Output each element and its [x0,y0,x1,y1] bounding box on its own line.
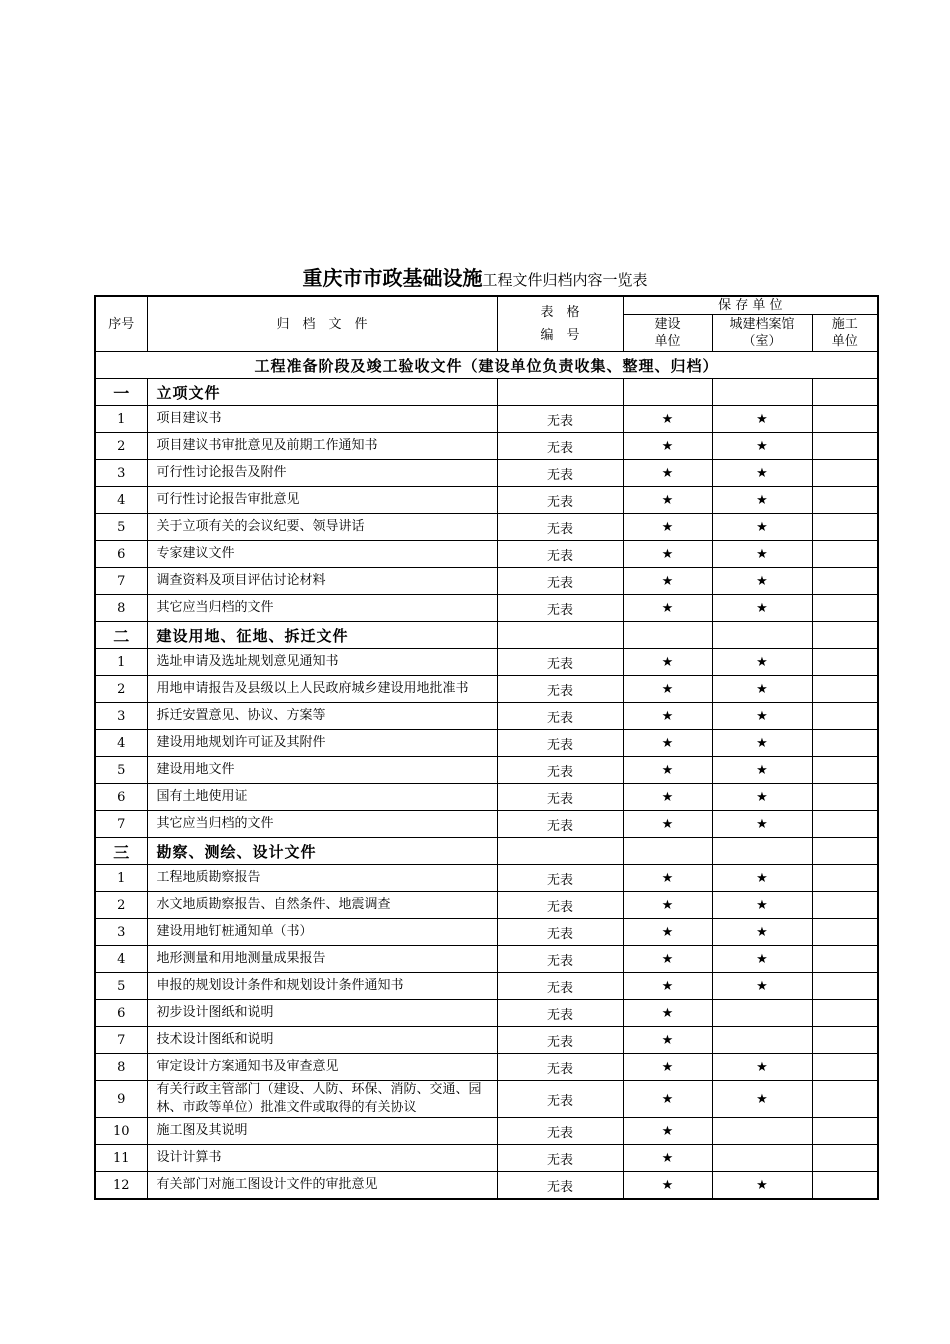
item-form-no: 无表 [497,649,623,676]
star-icon [812,811,878,838]
item-name: 专家建议文件 [147,541,497,568]
table-row [95,595,878,622]
star-icon: ★ [623,1054,712,1081]
item-name: 调查资料及项目评估讨论材料 [147,568,497,595]
category-row [95,838,878,865]
table-row [95,676,878,703]
star-icon: ★ [712,514,812,541]
table-row [95,757,878,784]
item-form-no: 无表 [497,676,623,703]
item-form-no: 无表 [497,433,623,460]
item-name: 可行性讨论报告审批意见 [147,487,497,514]
star-icon: ★ [623,487,712,514]
empty-cell [497,622,623,649]
star-icon: ★ [623,649,712,676]
table-row [95,568,878,595]
item-form-no: 无表 [497,460,623,487]
item-form-no: 无表 [497,406,623,433]
star-icon [812,1145,878,1172]
star-icon: ★ [712,406,812,433]
item-name: 有关行政主管部门（建设、人防、环保、消防、交通、园林、市政等单位）批准文件或取得的有关协议 [147,1081,497,1118]
item-name: 其它应当归档的文件 [147,595,497,622]
star-icon: ★ [623,1145,712,1172]
table-row [95,541,878,568]
star-icon: ★ [623,1118,712,1145]
star-icon: ★ [623,892,712,919]
item-index: 6 [95,784,147,811]
table-row [95,784,878,811]
item-form-no: 无表 [497,1172,623,1200]
item-index: 4 [95,730,147,757]
item-form-no: 无表 [497,784,623,811]
table-row [95,514,878,541]
item-index: 2 [95,433,147,460]
item-name: 建设用地文件 [147,757,497,784]
star-icon [812,1027,878,1054]
header-form-line1: 表 格 [540,305,580,320]
header-row-1 [95,296,878,315]
section-title-row [95,352,878,379]
star-icon [812,865,878,892]
star-icon: ★ [712,919,812,946]
item-index: 12 [95,1172,147,1200]
star-icon: ★ [623,784,712,811]
star-icon: ★ [712,568,812,595]
item-index: 10 [95,1118,147,1145]
table-row [95,649,878,676]
table-row [95,946,878,973]
header-form-line2: 编 号 [540,328,580,343]
header-unit2-line2: （室） [742,334,782,349]
star-icon: ★ [623,919,712,946]
item-form-no: 无表 [497,919,623,946]
item-name: 其它应当归档的文件 [147,811,497,838]
category-name: 勘察、测绘、设计文件 [147,838,497,865]
item-form-no: 无表 [497,1145,623,1172]
star-icon: ★ [623,433,712,460]
item-index: 1 [95,865,147,892]
star-icon [712,1145,812,1172]
item-name: 建设用地规划许可证及其附件 [147,730,497,757]
star-icon: ★ [623,568,712,595]
empty-cell [497,838,623,865]
item-form-no: 无表 [497,487,623,514]
item-index: 6 [95,541,147,568]
empty-cell [812,838,878,865]
star-icon [812,433,878,460]
star-icon: ★ [623,595,712,622]
star-icon [812,784,878,811]
section-title: 工程准备阶段及竣工验收文件（建设单位负责收集、整理、归档） [95,352,878,379]
star-icon: ★ [623,406,712,433]
item-name: 水文地质勘察报告、自然条件、地震调查 [147,892,497,919]
star-icon [812,1081,878,1118]
title-normal-part: 工程文件归档内容一览表 [482,271,648,289]
star-icon [812,973,878,1000]
star-icon: ★ [623,811,712,838]
star-icon: ★ [623,865,712,892]
star-icon: ★ [623,703,712,730]
item-name: 有关部门对施工图设计文件的审批意见 [147,1172,497,1200]
star-icon: ★ [623,1081,712,1118]
category-name: 建设用地、征地、拆迁文件 [147,622,497,649]
category-name: 立项文件 [147,379,497,406]
item-form-no: 无表 [497,1000,623,1027]
item-name: 可行性讨论报告及附件 [147,460,497,487]
header-unit2-line1: 城建档案馆 [729,317,795,332]
item-form-no: 无表 [497,1118,623,1145]
item-form-no: 无表 [497,1054,623,1081]
item-name: 工程地质勘察报告 [147,865,497,892]
item-form-no: 无表 [497,757,623,784]
star-icon: ★ [623,460,712,487]
star-icon: ★ [712,730,812,757]
item-form-no: 无表 [497,541,623,568]
header-doc: 归 档 文 件 [147,296,497,352]
item-index: 1 [95,406,147,433]
item-form-no: 无表 [497,865,623,892]
star-icon: ★ [712,892,812,919]
category-number: 三 [95,838,147,865]
item-index: 5 [95,514,147,541]
item-name: 施工图及其说明 [147,1118,497,1145]
star-icon [812,703,878,730]
star-icon: ★ [712,541,812,568]
star-icon [812,460,878,487]
item-name: 初步设计图纸和说明 [147,1000,497,1027]
item-form-no: 无表 [497,568,623,595]
item-name: 用地申请报告及县级以上人民政府城乡建设用地批准书 [147,676,497,703]
star-icon [812,676,878,703]
item-form-no: 无表 [497,730,623,757]
star-icon: ★ [623,1000,712,1027]
table-row [95,1118,878,1145]
star-icon [812,730,878,757]
table-row [95,1000,878,1027]
star-icon: ★ [712,703,812,730]
star-icon [812,892,878,919]
star-icon [812,649,878,676]
title-bold-part: 重庆市市政基础设施 [302,266,483,290]
item-name: 项目建议书 [147,406,497,433]
item-form-no: 无表 [497,514,623,541]
empty-cell [623,838,712,865]
star-icon [812,757,878,784]
item-index: 8 [95,595,147,622]
item-index: 8 [95,1054,147,1081]
item-name: 申报的规划设计条件和规划设计条件通知书 [147,973,497,1000]
empty-cell [623,622,712,649]
star-icon: ★ [712,460,812,487]
empty-cell [712,838,812,865]
item-index: 7 [95,568,147,595]
star-icon [812,1118,878,1145]
item-name: 技术设计图纸和说明 [147,1027,497,1054]
star-icon [812,919,878,946]
header-unit3-line1: 施工 [831,317,858,332]
table-row [95,730,878,757]
star-icon [812,946,878,973]
item-index: 3 [95,460,147,487]
item-index: 11 [95,1145,147,1172]
empty-cell [812,379,878,406]
table-row [95,1172,878,1200]
category-number: 二 [95,622,147,649]
star-icon: ★ [623,757,712,784]
star-icon: ★ [712,649,812,676]
star-icon: ★ [712,811,812,838]
star-icon [812,1172,878,1200]
empty-cell [623,379,712,406]
item-index: 9 [95,1081,147,1118]
item-form-no: 无表 [497,595,623,622]
item-index: 6 [95,1000,147,1027]
item-index: 3 [95,919,147,946]
item-index: 5 [95,757,147,784]
table-row [95,1054,878,1081]
item-form-no: 无表 [497,703,623,730]
star-icon [812,568,878,595]
table-row [95,919,878,946]
item-index: 2 [95,892,147,919]
table-row [95,865,878,892]
table-row [95,460,878,487]
header-seq: 序号 [95,296,147,352]
category-row [95,379,878,406]
star-icon: ★ [712,784,812,811]
star-icon: ★ [712,595,812,622]
star-icon: ★ [712,1172,812,1200]
star-icon: ★ [623,1172,712,1200]
item-name: 审定设计方案通知书及审查意见 [147,1054,497,1081]
item-index: 7 [95,811,147,838]
header-keep: 保 存 单 位 [623,296,878,315]
star-icon: ★ [623,946,712,973]
header-unit1-line1: 建设 [654,317,681,332]
table-row [95,1027,878,1054]
item-name: 拆迁安置意见、协议、方案等 [147,703,497,730]
header-unit-archive [712,315,812,352]
star-icon: ★ [712,676,812,703]
star-icon: ★ [623,973,712,1000]
star-icon [812,514,878,541]
star-icon: ★ [623,1027,712,1054]
table-row [95,973,878,1000]
star-icon: ★ [712,946,812,973]
star-icon [812,406,878,433]
header-unit3-line2: 单位 [831,334,858,349]
item-name: 关于立项有关的会议纪要、领导讲话 [147,514,497,541]
star-icon: ★ [712,1081,812,1118]
item-index: 4 [95,946,147,973]
star-icon [812,1000,878,1027]
item-name: 建设用地钉桩通知单（书） [147,919,497,946]
header-unit-build [623,315,712,352]
header-unit1-line2: 单位 [654,334,681,349]
star-icon: ★ [623,730,712,757]
item-name: 项目建议书审批意见及前期工作通知书 [147,433,497,460]
header-unit-construct [812,315,878,352]
item-index: 7 [95,1027,147,1054]
table-row [95,811,878,838]
star-icon: ★ [712,1054,812,1081]
item-form-no: 无表 [497,811,623,838]
star-icon: ★ [712,487,812,514]
empty-cell [712,379,812,406]
star-icon [812,541,878,568]
table-row [95,433,878,460]
category-number: 一 [95,379,147,406]
item-form-no: 无表 [497,946,623,973]
item-form-no: 无表 [497,892,623,919]
star-icon: ★ [712,433,812,460]
star-icon [812,1054,878,1081]
item-index: 4 [95,487,147,514]
empty-cell [812,622,878,649]
star-icon: ★ [712,865,812,892]
star-icon: ★ [712,757,812,784]
star-icon [712,1000,812,1027]
table-row [95,487,878,514]
star-icon [712,1027,812,1054]
star-icon [712,1118,812,1145]
star-icon: ★ [623,676,712,703]
star-icon: ★ [623,541,712,568]
empty-cell [497,379,623,406]
item-index: 2 [95,676,147,703]
item-form-no: 无表 [497,1027,623,1054]
item-form-no: 无表 [497,1081,623,1118]
item-index: 1 [95,649,147,676]
star-icon [812,595,878,622]
item-name: 地形测量和用地测量成果报告 [147,946,497,973]
item-index: 3 [95,703,147,730]
item-name: 设计计算书 [147,1145,497,1172]
table-row [95,1081,878,1118]
archive-table [94,295,879,1200]
star-icon: ★ [623,514,712,541]
table-row [95,1145,878,1172]
table-row [95,703,878,730]
item-name: 国有土地使用证 [147,784,497,811]
empty-cell [712,622,812,649]
item-index: 5 [95,973,147,1000]
table-row [95,892,878,919]
document-title [0,266,950,292]
table-row [95,406,878,433]
star-icon [812,487,878,514]
item-form-no: 无表 [497,973,623,1000]
category-row [95,622,878,649]
item-name: 选址申请及选址规划意见通知书 [147,649,497,676]
header-form [497,296,623,352]
star-icon: ★ [712,973,812,1000]
